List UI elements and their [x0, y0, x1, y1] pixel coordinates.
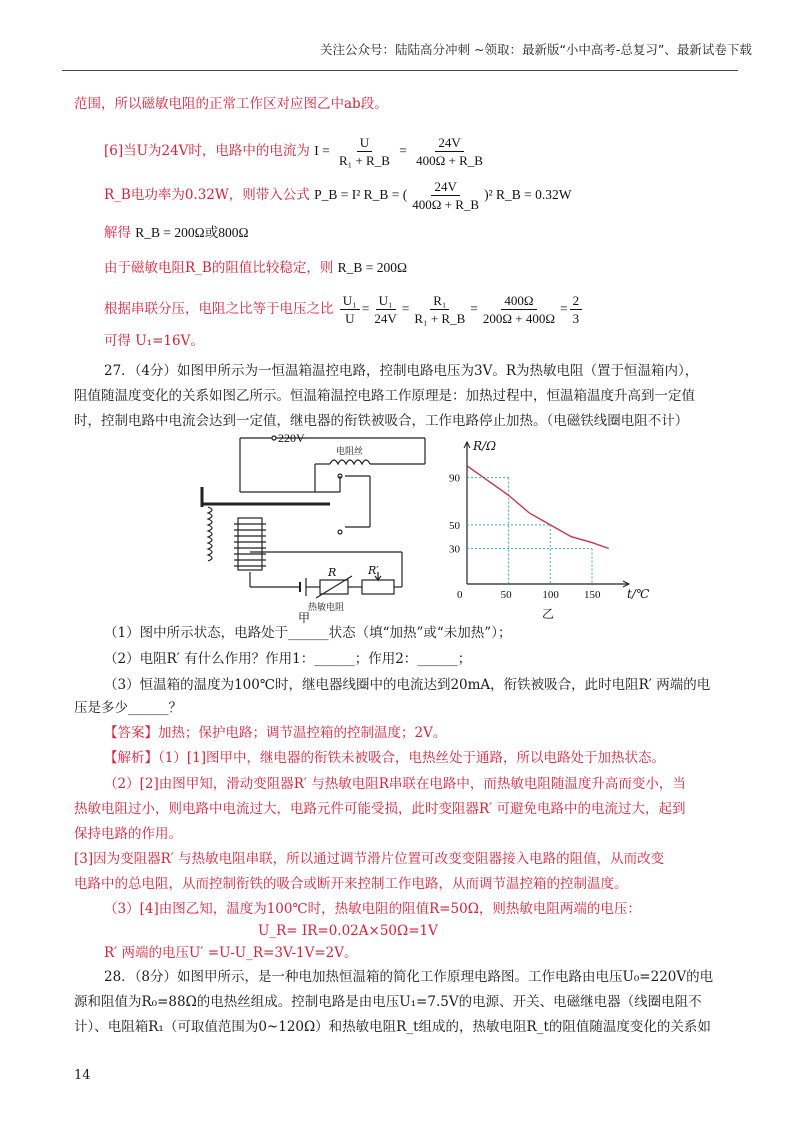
answer-tag: 【答案】: [104, 725, 158, 741]
x-tick-label: 0: [457, 589, 463, 601]
frac-denominator: U: [345, 311, 355, 326]
y-axis-label: R/Ω: [473, 439, 497, 453]
line5-text: 由于磁敏电阻R_B的阻值比较稳定，则: [104, 260, 334, 276]
line4-math: R_B = 200Ω或800Ω: [135, 225, 249, 240]
thermistor-label: 热敏电阻: [308, 603, 345, 613]
frac-numerator: U₁: [376, 292, 396, 310]
R-prime-label: R′: [368, 564, 379, 577]
line3-fraction: [409, 178, 482, 213]
x-axis-label: t/℃: [627, 587, 650, 601]
answer-line-2: [104, 134, 488, 169]
frac-numerator: U₁: [340, 292, 360, 310]
figure: [190, 431, 650, 625]
answer-line-5: [104, 257, 407, 279]
page-number: 14: [74, 1068, 91, 1083]
question-27-line-2: 阻值随温度变化的关系如图乙所示。恒温箱温控电路工作原理是：加热过程中，恒温箱温度升高到一定值: [74, 388, 695, 404]
resistance-temperature-chart: [449, 439, 650, 621]
caption-left: 甲: [298, 611, 311, 625]
question-28-line-2: 源和阻值为R₀=88Ω的电热丝组成。控制电路是由电压U₁=7.5V的电源、开关、电磁继电器（线圈电阻不: [74, 994, 702, 1010]
y-tick-label: 50: [449, 519, 460, 532]
subquestion-3-line-1: （3）恒温箱的温度为100℃时，继电器线圈中的电流达到20mA，衔铁被吸合，此时电阻R′ 两端的电: [104, 677, 711, 693]
y-tick-label: 90: [449, 472, 460, 485]
line6-fraction-2: [371, 292, 399, 327]
analysis-row-5: [3]因为变阻器R′ 与热敏电阻串联，所以通过调节滑片位置可改变变阻器接入电路的阻值，从而改变: [74, 851, 665, 867]
analysis-text-1: （1）[1]图甲中，继电器的衔铁未被吸合，电热丝处于通路，所以电路处于加热状态。: [158, 750, 665, 766]
answer-text: 加热；保护电路；调节温控箱的控制温度；2V。: [158, 725, 447, 741]
x-tick-label: 100: [542, 589, 559, 601]
line3-text: R_B电功率为0.32W，则带入公式: [104, 187, 310, 203]
terminal-220v: [272, 436, 276, 440]
line2-equals: =: [399, 143, 407, 158]
line2-I: I =: [314, 143, 330, 158]
analysis-row-7: （3）[4]由图乙知，温度为100℃时，热敏电阻的阻值R=50Ω，则热敏电阻两端的电压：: [104, 901, 641, 917]
question-28-line-3: 计）、电阻箱R₁（可取值范围为0~120Ω）和热敏电阻R_t组成的，热敏电阻R_t的阻值随温度变化的关系如: [74, 1019, 711, 1035]
frac-denominator: 400Ω + R_B: [412, 197, 480, 212]
analysis-row-3: 热敏电阻过小，则电路中电流过大，电路元件可能受损，此时变阻器R′ 可避免电路中的电流过大，起到: [74, 801, 686, 817]
answer-line-4: [104, 222, 249, 244]
frac-numerator: R₁: [430, 292, 449, 310]
analysis-row-4: 保持电路的作用。: [74, 826, 182, 842]
answer-row: [104, 722, 446, 744]
frac-numerator: 400Ω: [501, 292, 536, 310]
line6-fraction-1: [340, 292, 360, 327]
caption-right: 乙: [542, 607, 555, 621]
rheostat-R-prime: [362, 580, 394, 594]
frac-numerator: U: [357, 134, 372, 152]
voltage-label: 220V: [278, 431, 305, 445]
frac-denominator: R₁ + R_B: [339, 153, 390, 168]
line3-formula-end: )² R_B = 0.32W: [484, 187, 572, 202]
frac-denominator: 24V: [374, 311, 397, 326]
heater-label: 电阻丝: [336, 447, 364, 457]
frac-numerator: 24V: [435, 134, 463, 152]
line3-formula-start: P_B = I² R_B = (: [314, 187, 408, 202]
analysis-row-8: U_R= IR=0.02A×50Ω=1V: [258, 923, 438, 939]
frac-denominator: 200Ω + 400Ω: [482, 311, 556, 326]
y-tick-label: 30: [449, 543, 460, 556]
subquestion-2: （2）电阻R′ 有什么作用？作用1：______；作用2：______；: [104, 651, 472, 667]
x-tick-label: 150: [584, 589, 601, 601]
answer-line-7: 可得 U₁=16V。: [104, 333, 204, 349]
frac-denominator: R₁ + R_B: [414, 311, 466, 326]
analysis-row-6: 电路中的总电阻，从而控制衔铁的吸合或断开来控制工作电路，从而调节温控箱的控制温度。: [74, 876, 628, 892]
spring: [208, 507, 212, 561]
page-header: 关注公众号：陆陆高分冲刺 ~领取：最新版“小中高考-总复习”、最新试卷下载: [320, 42, 752, 57]
answer-line-3: [104, 178, 572, 213]
line5-math: R_B = 200Ω: [337, 260, 408, 275]
analysis-row-1: [104, 747, 665, 769]
line6-fraction-3: [411, 292, 468, 327]
analysis-row-2: （2）[2]由图甲知，滑动变阻器R′ 与热敏电阻R串联在电路中，而热敏电阻随温度升高而变小，当: [104, 776, 686, 792]
subquestion-1: （1）图中所示状态，电路处于______状态（填“加热”或“未加热”）；: [104, 625, 512, 641]
line6-text: 根据串联分压，电阻之比等于电压之比: [104, 301, 334, 317]
line6-fraction-5: [570, 292, 583, 327]
line6-fraction-4: [480, 292, 558, 327]
x-tick-label: 50: [500, 589, 512, 601]
analysis-tag: 【解析】: [104, 750, 158, 766]
line4-text: 解得: [104, 225, 131, 241]
line2-fraction-1: [336, 134, 393, 169]
frac-numerator: 2: [570, 292, 583, 310]
frac-denominator: 400Ω + R_B: [416, 153, 483, 168]
header-divider: [62, 70, 738, 71]
line2-fraction-2: [413, 134, 486, 169]
frac-numerator: 24V: [431, 178, 459, 196]
resistance-curve: [467, 466, 609, 549]
analysis-row-9: R′ 两端的电压U′ =U-U_R=3V-1V=2V。: [104, 945, 358, 961]
question-27-line-1: 27．（4分）如图甲所示为一恒温箱温控电路，控制电路电压为3V。R为热敏电阻（置于恒温箱内），: [104, 363, 699, 379]
frac-denominator: 3: [572, 311, 580, 326]
answer-line-1: 范围，所以磁敏电阻的正常工作区对应图乙中ab段。: [74, 96, 388, 112]
line2-text: [6]当U为24V时，电路中的电流为: [104, 143, 310, 159]
answer-line-6: 根据串联分压，电阻之比等于电压之比 $\frac{\text{U₁}}{U}$ = $\frac{\text{U₁}}{24V}$ = $\frac{\text{R₁}}{\text{R₁ + R\_B}}$ = $\frac{400\Omega}{200\Omega + 400\Omega}$ = $\frac{2}{3}$: [104, 292, 584, 327]
question-27-line-3: 时，控制电路中电流会达到一定值，继电器的衔铁被吸合，工作电路停止加热。（电磁铁线圈电阻不计）: [74, 413, 689, 429]
circuit-diagram: [202, 436, 425, 598]
heater-coil: [330, 460, 370, 464]
question-28-line-1: 28．（8分）如图甲所示，是一种电加热恒温箱的简化工作原理电路图。工作电路由电压U₀=220V的电: [104, 969, 714, 985]
R-label: R: [328, 566, 337, 579]
subquestion-3-line-2: 压是多少______？: [74, 700, 182, 716]
electromagnet: [238, 518, 262, 570]
